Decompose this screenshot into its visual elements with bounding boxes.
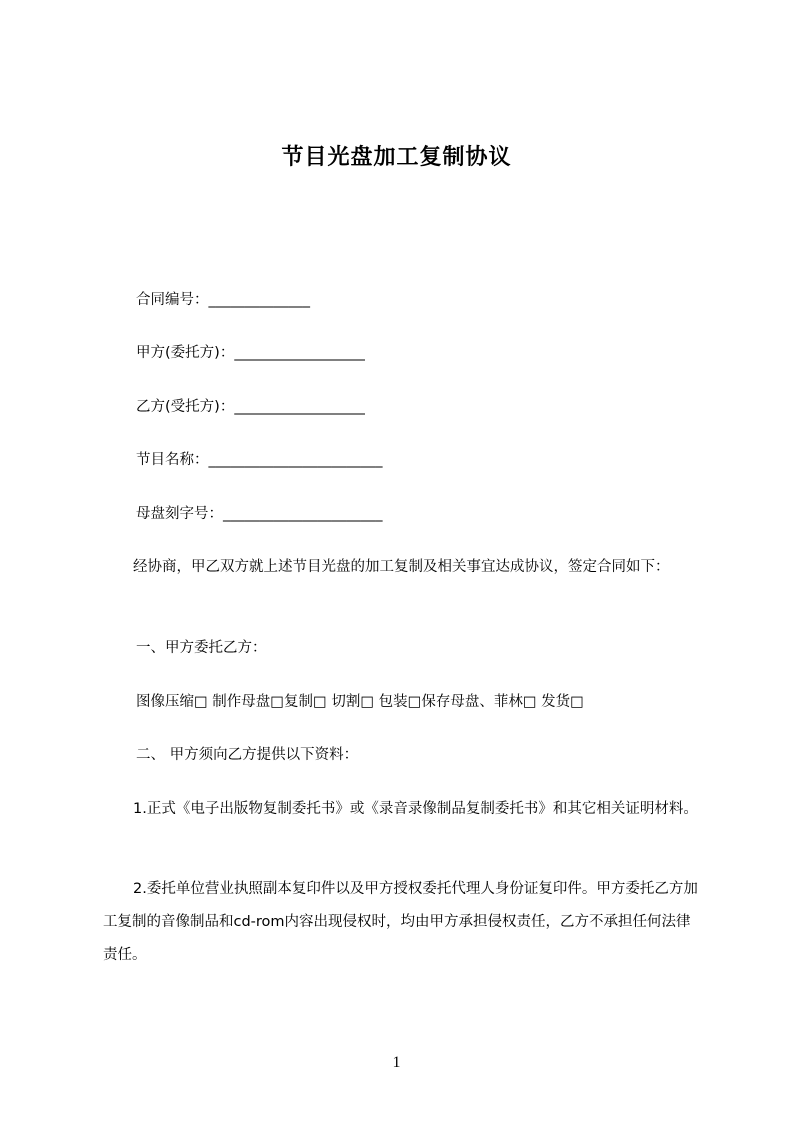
party-b-field: 乙方(受托方)：__________________ [136, 399, 365, 415]
contract-number-field: 合同编号：______________ [136, 292, 310, 308]
section-1-options: 图像压缩□ 制作母盘□复制□ 切割□ 包装□保存母盘、菲林□ 发货□ [136, 694, 584, 710]
program-name-field: 节目名称：________________________ [136, 452, 383, 468]
master-code-field: 母盘刻字号：______________________ [136, 506, 383, 522]
section-2-item-1: 1.正式《电子出版物复制委托书》或《录音录像制品复制委托书》和其它相关证明材料。 [133, 801, 698, 817]
intro-paragraph: 经协商，甲乙双方就上述节目光盘的加工复制及相关事宜达成协议，签定合同如下： [133, 559, 670, 575]
section-1-heading: 一、甲方委托乙方： [136, 640, 267, 656]
section-2-item-2: 2.委托单位营业执照副本复印件以及甲方授权委托代理人身份证复印件。甲方委托乙方加工复制的音像制品和cd-rom内容出现侵权时，均由甲方承担侵权责任，乙方不承担任何法律责任。 [103, 881, 698, 963]
section-2-heading: 二、 甲方须向乙方提供以下资料： [136, 747, 359, 763]
party-a-field: 甲方(委托方)：__________________ [136, 345, 365, 361]
page-number: 1 [392, 1054, 401, 1071]
document-title: 节目光盘加工复制协议 [281, 145, 512, 170]
